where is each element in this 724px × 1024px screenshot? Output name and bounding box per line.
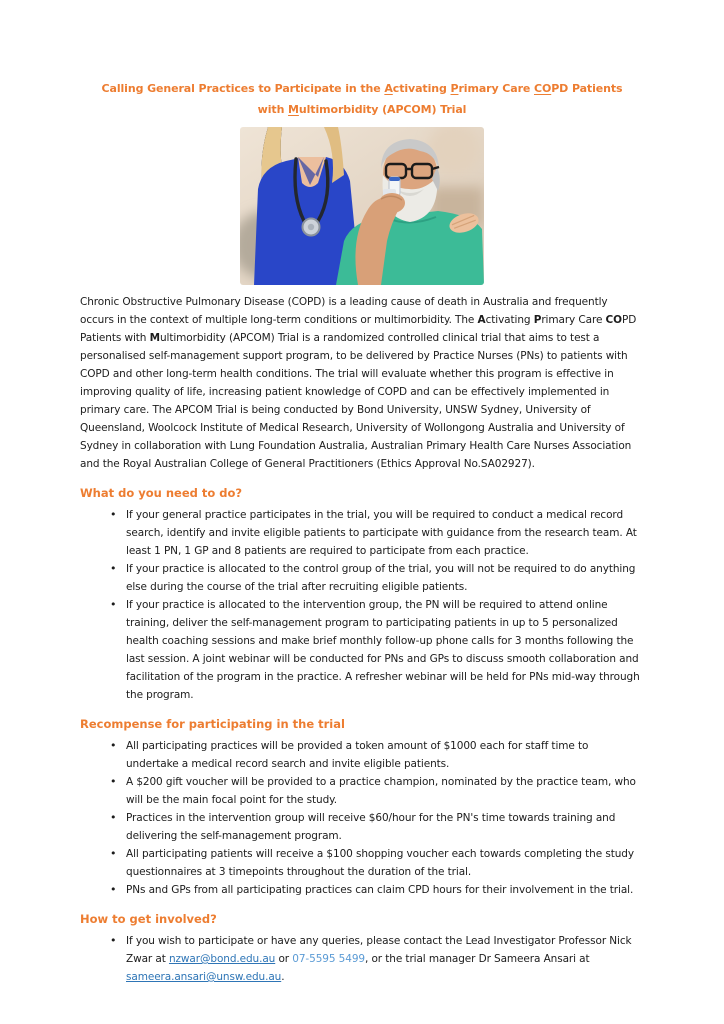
bullet-icon: •	[110, 739, 117, 752]
bullet-icon: •	[110, 811, 117, 824]
bullet-item: • If your practice is allocated to the control group of the trial, you will not be required to do anything else during the course of the trial after recruiting eligible patients.	[110, 562, 636, 593]
hero-photo	[240, 127, 484, 285]
bullet-icon: •	[110, 508, 117, 521]
bullet-icon: •	[110, 934, 117, 947]
bullet-list-what-to-do	[80, 506, 644, 704]
bullet-item: • If your practice is allocated to the intervention group, the PN will be required to attend online training, deliver the self-management program to participating patients in up to 5 personalized health coaching sessions and make brief monthly follow-up phone calls for 3 months following the last session. A joint webinar will be conducted for PNs and GPs to discuss smooth collaboration and facilitation of the program in the practice. A refresher webinar will be held for PNs mid-way through the program.	[110, 598, 640, 701]
hero-photo-wrapper	[80, 127, 644, 285]
section-get-involved	[80, 912, 644, 986]
bullet-item: • If your general practice participates in the trial, you will be required to conduct a medical record search, identify and invite eligible patients to participate with guidance from the research team. At least 1 PN, 1 GP and 8 patients are required to participate from each practice.	[110, 508, 637, 557]
bullet-item: • Practices in the intervention group will receive $60/hour for the PN's time towards training and delivering the self-management program.	[110, 811, 616, 842]
bullet-item: • All participating practices will be provided a token amount of $1000 each for staff time to undertake a medical record search and invite eligible patients.	[110, 739, 589, 770]
document-title-line: Calling General Practices to Participate in the Activating Primary Care COPD Patients	[101, 82, 623, 95]
bullet-item: • If you wish to participate or have any queries, please contact the Lead Investigator Professor Nick Zwar at nzwar@bond.edu.au or 07-5595 5499, or the trial manager Dr Sameera Ansari at sameera.ansari@unsw.edu.au.	[110, 934, 632, 983]
section-recompense	[80, 717, 644, 899]
bullet-icon: •	[110, 775, 117, 788]
section-heading-what-to-do: What do you need to do?	[80, 486, 243, 500]
email-link-nzwar[interactable]: nzwar@bond.edu.au	[168, 953, 276, 965]
bullet-item: • A $200 gift voucher will be provided to a practice champion, nominated by the practice team, who will be the main focal point for the study.	[110, 775, 636, 806]
email-link-sameera[interactable]: sameera.ansari@unsw.edu.au	[126, 971, 282, 983]
bullet-list-get-involved	[80, 932, 644, 986]
section-heading-get-involved: How to get involved?	[80, 912, 217, 926]
phone-number: 07-5595 5499	[292, 953, 365, 965]
section-heading-recompense: Recompense for participating in the trial	[80, 717, 345, 731]
intro-paragraph: Chronic Obstructive Pulmonary Disease (COPD) is a leading cause of death in Australia and frequently occurs in the context of multiple long-term conditions or multimorbidity. The Activating Primary Care COPD Patients with Multimorbidity (APCOM) Trial is a randomized controlled clinical trial that aims to test a personalised self-management support program, to be delivered by Practice Nurses (PNs) to patients with COPD and other long-term health conditions. The trial will evaluate whether this program is effective in improving quality of life, increasing patient knowledge of COPD and can be effectively implemented in primary care. The APCOM Trial is being conducted by Bond University, UNSW Sydney, University of Queensland, Woolcock Institute of Medical Research, University of Wollongong Australia and University of Sydney in collaboration with Lung Foundation Australia, Australian Primary Health Care Nurses Association and the Royal Australian College of General Practitioners (Ethics Approval No.SA02927).	[80, 296, 637, 470]
document-title-line: with Multimorbidity (APCOM) Trial	[257, 103, 467, 116]
section-what-to-do	[80, 486, 644, 704]
bullet-icon: •	[110, 847, 117, 860]
bullet-icon: •	[110, 562, 117, 575]
sections-container	[80, 486, 644, 986]
bullet-icon: •	[110, 883, 117, 896]
bullet-item: • All participating patients will receive a $100 shopping voucher each towards completing the study questionnaires at 3 timepoints throughout the duration of the trial.	[110, 847, 634, 878]
hero-photo-illustration	[240, 127, 484, 285]
bullet-list-recompense	[80, 737, 644, 899]
document-title	[80, 78, 644, 120]
bullet-item: • PNs and GPs from all participating practices can claim CPD hours for their involvement in the trial.	[110, 881, 644, 899]
bullet-icon: •	[110, 598, 117, 611]
